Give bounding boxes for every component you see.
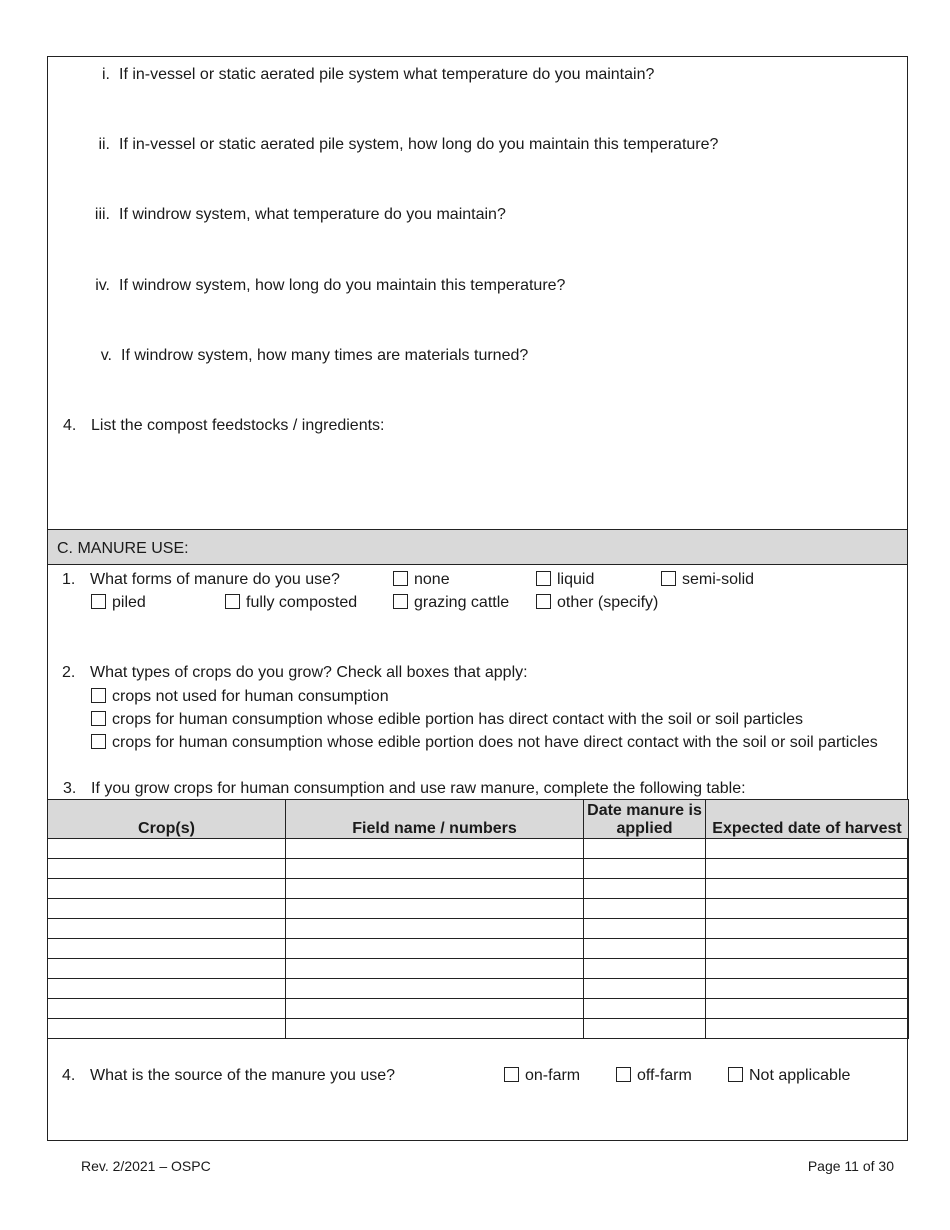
table-cell[interactable] bbox=[48, 959, 286, 979]
option-other-specify[interactable]: other (specify) bbox=[536, 594, 658, 612]
table-cell[interactable] bbox=[706, 939, 909, 959]
table-cell[interactable] bbox=[706, 839, 909, 859]
checkbox[interactable] bbox=[91, 734, 106, 749]
table-cell[interactable] bbox=[584, 939, 706, 959]
checkbox[interactable] bbox=[91, 688, 106, 703]
table-cell[interactable] bbox=[286, 879, 584, 899]
table-cell[interactable] bbox=[48, 839, 286, 859]
footer-page-number: Page 11 of 30 bbox=[807, 1158, 894, 1174]
option-off-farm[interactable]: off-farm bbox=[616, 1067, 692, 1085]
question-1-manure-forms: 1. What forms of manure do you use? bbox=[62, 571, 340, 588]
table-row bbox=[48, 879, 909, 899]
table-row bbox=[48, 859, 909, 879]
option-crops-no-soil-contact[interactable]: crops for human consumption whose edible portion does not have direct contact with the soil or soil particles bbox=[91, 734, 878, 752]
table-cell[interactable] bbox=[706, 879, 909, 899]
table-cell[interactable] bbox=[48, 879, 286, 899]
footer-revision: Rev. 2/2021 – OSPC bbox=[81, 1158, 211, 1174]
table-cell[interactable] bbox=[584, 1019, 706, 1039]
option-crops-not-human[interactable]: crops not used for human consumption bbox=[91, 688, 389, 706]
raw-manure-table bbox=[47, 799, 909, 1039]
checkbox[interactable] bbox=[91, 711, 106, 726]
table-body bbox=[48, 839, 909, 1039]
checkbox[interactable] bbox=[225, 594, 240, 609]
checkbox[interactable] bbox=[393, 594, 408, 609]
checkbox[interactable] bbox=[536, 594, 551, 609]
checkbox[interactable] bbox=[661, 571, 676, 586]
header-date-applied: Date manure is applied bbox=[584, 800, 706, 839]
question-4-feedstocks: 4. List the compost feedstocks / ingredients: bbox=[63, 417, 385, 434]
table-cell[interactable] bbox=[286, 859, 584, 879]
checkbox[interactable] bbox=[536, 571, 551, 586]
section-header-manure-use: C. MANURE USE: bbox=[48, 529, 907, 565]
question-2-crop-types: 2. What types of crops do you grow? Check all boxes that apply: bbox=[62, 664, 528, 681]
table-row bbox=[48, 979, 909, 999]
table-cell[interactable] bbox=[48, 899, 286, 919]
option-not-applicable[interactable]: Not applicable bbox=[728, 1067, 850, 1085]
table-row bbox=[48, 959, 909, 979]
option-none[interactable]: none bbox=[393, 571, 450, 589]
option-on-farm[interactable]: on-farm bbox=[504, 1067, 580, 1085]
table-cell[interactable] bbox=[706, 859, 909, 879]
option-semi-solid[interactable]: semi-solid bbox=[661, 571, 754, 589]
checkbox[interactable] bbox=[504, 1067, 519, 1082]
question-4-manure-source: 4. What is the source of the manure you use? bbox=[62, 1067, 396, 1084]
checkbox[interactable] bbox=[91, 594, 106, 609]
header-expected-harvest: Expected date of harvest bbox=[706, 800, 909, 839]
table-cell[interactable] bbox=[48, 999, 286, 1019]
question-3-raw-manure-table: 3. If you grow crops for human consumption and use raw manure, complete the following table: bbox=[63, 780, 746, 797]
table-cell[interactable] bbox=[706, 919, 909, 939]
table-row bbox=[48, 919, 909, 939]
table-cell[interactable] bbox=[286, 959, 584, 979]
question-i: i. If in-vessel or static aerated pile system what temperature do you maintain? bbox=[102, 66, 655, 83]
table-cell[interactable] bbox=[706, 899, 909, 919]
table-cell[interactable] bbox=[706, 979, 909, 999]
table-cell[interactable] bbox=[584, 859, 706, 879]
table-cell[interactable] bbox=[584, 899, 706, 919]
table-cell[interactable] bbox=[48, 1019, 286, 1039]
option-piled[interactable]: piled bbox=[91, 594, 146, 612]
table-row bbox=[48, 939, 909, 959]
table-cell[interactable] bbox=[286, 839, 584, 859]
option-liquid[interactable]: liquid bbox=[536, 571, 594, 589]
table-row bbox=[48, 1019, 909, 1039]
checkbox[interactable] bbox=[728, 1067, 743, 1082]
question-iii: iii. If windrow system, what temperature do you maintain? bbox=[94, 206, 506, 223]
table-cell[interactable] bbox=[584, 879, 706, 899]
question-ii: ii. If in-vessel or static aerated pile system, how long do you maintain this temperature? bbox=[98, 136, 719, 153]
question-v: v. If windrow system, how many times are materials turned? bbox=[100, 347, 529, 364]
table-cell[interactable] bbox=[48, 919, 286, 939]
checkbox[interactable] bbox=[393, 571, 408, 586]
option-crops-soil-contact[interactable]: crops for human consumption whose edible portion has direct contact with the soil or soil particles bbox=[91, 711, 803, 729]
table-cell[interactable] bbox=[584, 999, 706, 1019]
table-cell[interactable] bbox=[706, 1019, 909, 1039]
table-cell[interactable] bbox=[48, 979, 286, 999]
table-cell[interactable] bbox=[286, 1019, 584, 1039]
table-cell[interactable] bbox=[584, 959, 706, 979]
table-header-row bbox=[48, 800, 909, 839]
table-cell[interactable] bbox=[286, 919, 584, 939]
table-row bbox=[48, 839, 909, 859]
option-grazing-cattle[interactable]: grazing cattle bbox=[393, 594, 509, 612]
header-crops: Crop(s) bbox=[48, 800, 286, 839]
question-iv: iv. If windrow system, how long do you maintain this temperature? bbox=[95, 277, 566, 294]
table-cell[interactable] bbox=[286, 939, 584, 959]
option-fully-composted[interactable]: fully composted bbox=[225, 594, 357, 612]
table-cell[interactable] bbox=[584, 839, 706, 859]
table-cell[interactable] bbox=[286, 979, 584, 999]
table-cell[interactable] bbox=[584, 979, 706, 999]
table-cell[interactable] bbox=[706, 999, 909, 1019]
table-cell[interactable] bbox=[706, 959, 909, 979]
table-cell[interactable] bbox=[286, 899, 584, 919]
table-cell[interactable] bbox=[584, 919, 706, 939]
header-field-name: Field name / numbers bbox=[286, 800, 584, 839]
table-row bbox=[48, 899, 909, 919]
table-cell[interactable] bbox=[48, 939, 286, 959]
table-row bbox=[48, 999, 909, 1019]
table-cell[interactable] bbox=[48, 859, 286, 879]
checkbox[interactable] bbox=[616, 1067, 631, 1082]
table-cell[interactable] bbox=[286, 999, 584, 1019]
